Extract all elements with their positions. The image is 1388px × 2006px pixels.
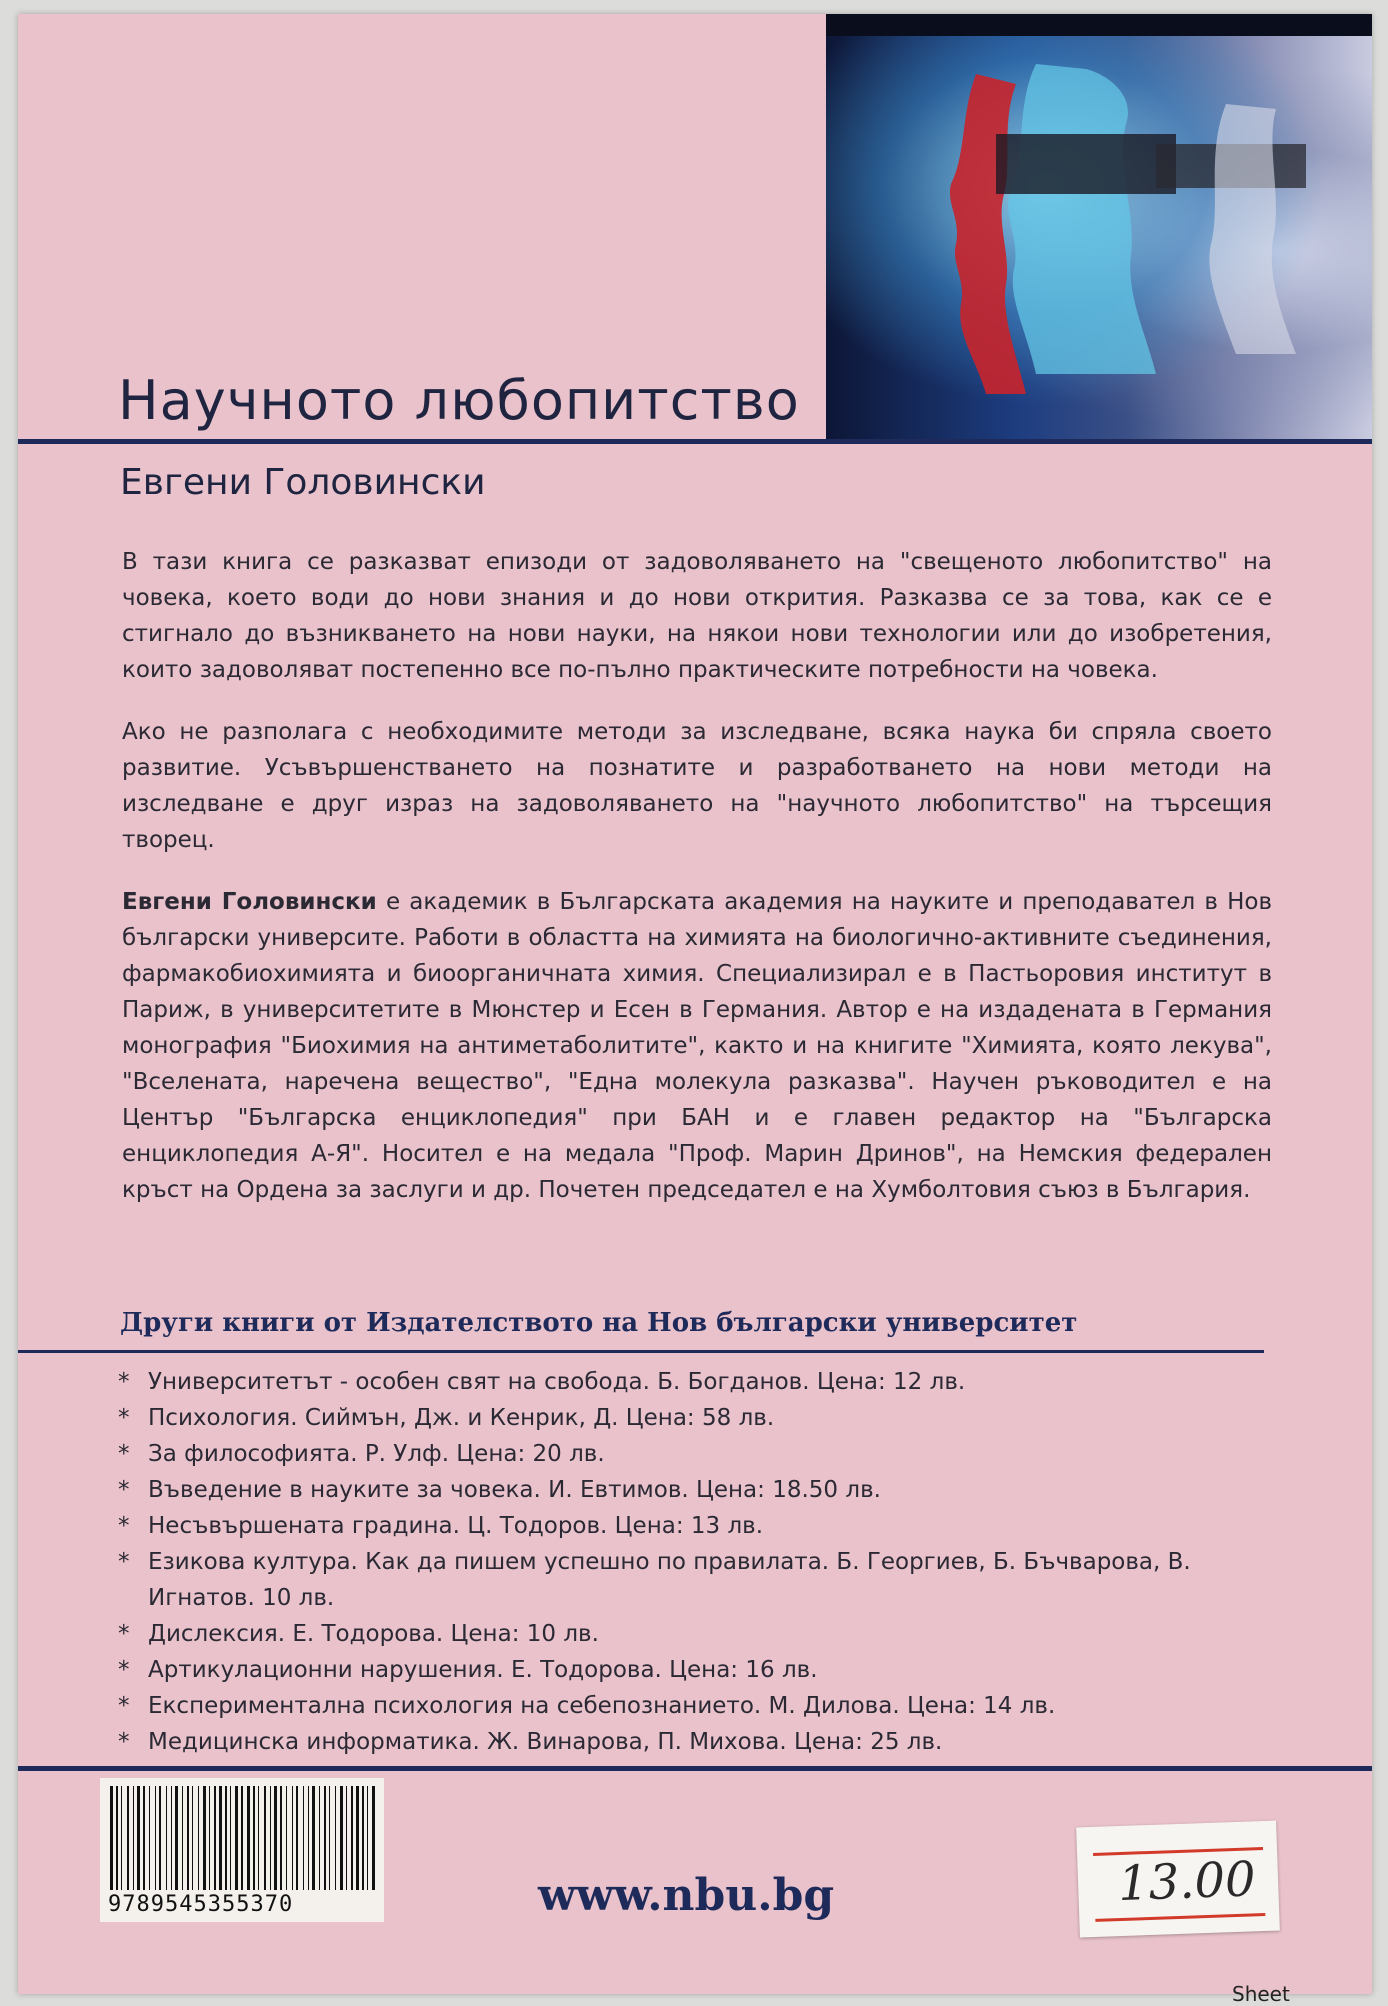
barcode-bar: [230, 1786, 231, 1890]
bullet-star: *: [118, 1657, 130, 1683]
barcode-bar: [235, 1786, 238, 1890]
bullet-star: *: [118, 1441, 130, 1467]
barcode-bar: [274, 1786, 277, 1890]
price-sticker: [1076, 1821, 1280, 1938]
author-name: Евгени Головински: [120, 462, 486, 503]
barcode-bar: [155, 1786, 156, 1890]
barcode-bar: [137, 1786, 140, 1890]
barcode-bar: [182, 1786, 183, 1890]
barcode-bar: [175, 1786, 178, 1890]
barcode-bar: [166, 1786, 167, 1890]
barcode-bar: [351, 1786, 353, 1890]
bullet-star: *: [118, 1513, 130, 1539]
barcode-bar: [292, 1786, 293, 1890]
list-item: * Езикова култура. Как да пишем успешно по правилата. Б. Георгиев, Б. Бъчварова, В. Игнатов. 10 лв.: [118, 1544, 1278, 1616]
barcode-bar: [296, 1786, 298, 1890]
barcode-bar: [143, 1786, 145, 1890]
barcode-bar: [133, 1786, 134, 1890]
author-bio: [122, 884, 1272, 1208]
description-paragraph-2: Ако не разполага с необходимите методи за изследване, всяка наука би спряла своето развитие. Усъвършенстването на познатите и разработването на нови методи на изследване е друг израз на задоволяването на "научното любопитство" на търсещия творец.: [122, 719, 1272, 853]
barcode-bar: [214, 1786, 216, 1890]
barcode-bar: [241, 1786, 243, 1890]
barcode-bar: [149, 1786, 150, 1890]
list-item: * Въведение в науките за човека. И. Евтимов. Цена: 18.50 лв.: [118, 1472, 1278, 1508]
barcode-bar: [308, 1786, 309, 1890]
barcode-bar: [209, 1786, 210, 1890]
handwritten-price: 13.00: [1117, 1851, 1257, 1913]
bullet-star: *: [118, 1477, 130, 1503]
list-item: * Дислексия. Е. Тодорова. Цена: 10 лв.: [118, 1616, 1278, 1652]
barcode-bar: [286, 1786, 287, 1890]
publisher-website: www.nbu.bg: [538, 1870, 835, 1921]
barcode-bar: [340, 1786, 343, 1890]
barcode-bar: [303, 1786, 304, 1890]
other-books-heading: Други книги от Издателството на Нов български университет: [120, 1308, 1078, 1338]
cover-artwork: [826, 14, 1372, 444]
barcode-bar: [324, 1786, 326, 1890]
barcode-bar: [319, 1786, 320, 1890]
barcode-bar: [225, 1786, 227, 1890]
list-item: * Артикулационни нарушения. Е. Тодорова. Цена: 16 лв.: [118, 1652, 1278, 1688]
isbn-number: 9789545355370: [108, 1892, 294, 1917]
list-item: * Несъвършената градина. Ц. Тодоров. Цена: 13 лв.: [118, 1508, 1278, 1544]
barcode-bar: [335, 1786, 336, 1890]
bullet-star: *: [118, 1405, 130, 1431]
barcode-bar: [253, 1786, 255, 1890]
barcode-bar: [247, 1786, 250, 1890]
barcode-bar: [159, 1786, 161, 1890]
book-back-cover: [18, 14, 1372, 1994]
barcode-bar: [198, 1786, 199, 1890]
barcode-bar: [171, 1786, 172, 1890]
list-item: * За философията. Р. Улф. Цена: 20 лв.: [118, 1436, 1278, 1472]
barcode-bar: [346, 1786, 347, 1890]
list-item: * Университетът - особен свят на свобода. Б. Богданов. Цена: 12 лв.: [118, 1364, 1278, 1400]
book-title: Научното любопитство: [118, 369, 800, 432]
barcode-bar: [116, 1786, 118, 1890]
bio-text: е академик в Българската академия на науките и преподавател в Нов български университе. Работи в областта на химията на биологично-активните съединения, фармакобиохимията и биоорганичната химия. Специализирал е в Пастьоровия институт в Париж, в университетите в Мюнстер и Есен в Германия. Автор е на издадената в Германия монография "Биохимия на антиметаболитите", както и на книгите "Химията, която лекува", "Вселената, наречена вещество", "Една молекула разказва". Научен ръководител е на Център "Българска енциклопедия" при БАН и е главен редактор на "Българска енциклопедия А-Я". Носител е на медала "Проф. Марин Дринов", на Немския федерален кръст на Ордена за заслуги и др. Почетен председател е на Хумболтовия съюз в България.: [122, 889, 1272, 1203]
barcode-bar: [264, 1786, 266, 1890]
barcode-bar: [372, 1786, 375, 1890]
barcode-bar: [192, 1786, 193, 1890]
barcode-bar: [270, 1786, 271, 1890]
barcode-bar: [329, 1786, 330, 1890]
barcode-bar: [110, 1786, 113, 1890]
isbn-barcode: [100, 1778, 384, 1922]
bullet-star: *: [118, 1621, 130, 1647]
barcode-bar: [121, 1786, 122, 1890]
barcode-bars: [108, 1786, 376, 1890]
barcode-bar: [312, 1786, 315, 1890]
list-item: * Психология. Сиймън, Дж. и Кенрик, Д. Цена: 58 лв.: [118, 1400, 1278, 1436]
bullet-star: *: [118, 1549, 130, 1575]
barcode-bar: [258, 1786, 259, 1890]
barcode-bar: [127, 1786, 129, 1890]
bio-author-name: Евгени Головински: [122, 889, 377, 915]
barcode-bar: [356, 1786, 359, 1890]
edge-scrap-text: Sheet: [1232, 1982, 1290, 2006]
title-divider: [18, 439, 1372, 444]
barcode-bar: [219, 1786, 222, 1890]
bullet-star: *: [118, 1729, 130, 1755]
barcode-bar: [203, 1786, 206, 1890]
bullet-star: *: [118, 1369, 130, 1395]
barcode-bar: [187, 1786, 189, 1890]
section-divider: [18, 1350, 1264, 1353]
barcode-bar: [367, 1786, 368, 1890]
sticker-line-bottom: [1095, 1913, 1265, 1922]
barcode-bar: [362, 1786, 364, 1890]
list-item: * Експериментална психология на себепознанието. М. Дилова. Цена: 14 лв.: [118, 1688, 1278, 1724]
bullet-star: *: [118, 1693, 130, 1719]
other-books-list: [118, 1364, 1278, 1760]
footer-divider: [18, 1766, 1372, 1771]
faces-illustration: [826, 14, 1372, 444]
barcode-bar: [280, 1786, 282, 1890]
description-paragraph-1: В тази книга се разказват епизоди от задоволяването на "свещеното любопитство" на човека, което води до нови знания и до нови открития. Разказва се за това, как се е стигнало до възникването на нови науки, на някои нови технологии или до изобретения, които задоволяват постепенно все по-пълно практическите потребности на човека.: [122, 549, 1272, 683]
list-item: * Медицинска информатика. Ж. Винарова, П. Михова. Цена: 25 лв.: [118, 1724, 1278, 1760]
